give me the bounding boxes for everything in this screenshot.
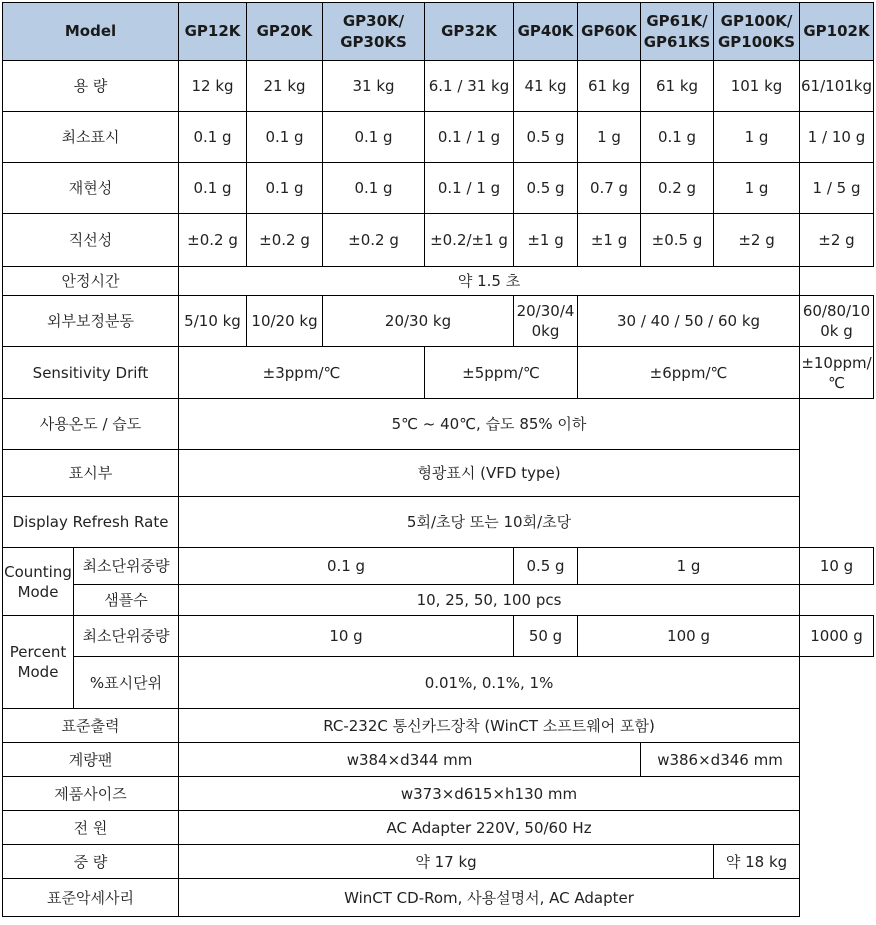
row-linearity [3,214,874,267]
cell-sensitivity-1: ±3ppm/℃ [179,347,425,399]
row-calibration [3,296,874,347]
cell-linearity-gp30k: ±0.2 g [323,214,425,267]
cell-operating: 5℃ ~ 40℃, 습도 85% 이하 [179,399,800,450]
cell-min-display-gp60k: 1 g [578,112,641,163]
cell-pan-1: w384×d344 mm [179,743,641,777]
cell-samples: 10, 25, 50, 100 pcs [179,585,800,616]
row-power [3,811,874,845]
row-size [3,777,874,811]
row-output [3,709,874,743]
row-repeatability [3,163,874,214]
header-gp30k [323,3,425,61]
cell-power: AC Adapter 220V, 50/60 Hz [179,811,800,845]
cell-linearity-gp102k: ±2 g [800,214,874,267]
row-label-capacity: 용 량 [3,61,179,112]
cell-capacity-gp61k: 61 kg [641,61,714,112]
cell-min-display-gp100k: 1 g [714,112,800,163]
cell-percent-unit-3: 100 g [578,616,800,657]
row-refresh [3,497,874,548]
cell-weight-2: 약 18 kg [714,845,800,879]
cell-sensitivity-3: ±6ppm/℃ [578,347,800,399]
cell-capacity-gp40k: 41 kg [514,61,578,112]
cell-weight-1: 약 17 kg [179,845,714,879]
header-model: Model [3,3,179,61]
cell-repeatability-gp30k: 0.1 g [323,163,425,214]
row-label-weight: 중 량 [3,845,179,879]
header-gp20k: GP20K [247,3,323,61]
header-gp61k [641,3,714,61]
cell-calibration-gp40k: 20/30/40kg [514,296,578,347]
row-label-percent: Percent Mode [3,616,74,709]
header-gp30k-line1: GP30K/ [342,11,405,30]
spec-table-container [2,2,874,917]
row-pan [3,743,874,777]
cell-linearity-gp32k: ±0.2/±1 g [425,214,514,267]
header-gp61k-line1: GP61K/ [646,11,708,30]
row-label-stabilization: 안정시간 [3,267,179,296]
cell-calibration-gp20k: 10/20 kg [247,296,323,347]
row-weight [3,845,874,879]
header-row [3,3,874,61]
row-label-counting: Counting Mode [3,548,74,616]
row-label-calibration: 외부보정분동 [3,296,179,347]
cell-calibration-gp30k-gp32k: 20/30 kg [323,296,514,347]
header-gp100k-line2: GP100KS [717,32,796,51]
row-label-sensitivity: Sensitivity Drift [3,347,179,399]
cell-min-display-gp32k: 0.1 / 1 g [425,112,514,163]
row-operating [3,399,874,450]
row-label-operating: 사용온도 / 습도 [3,399,179,450]
cell-display: 형광표시 (VFD type) [179,450,800,497]
cell-repeatability-gp102k: 1 / 5 g [800,163,874,214]
cell-repeatability-gp32k: 0.1 / 1 g [425,163,514,214]
cell-linearity-gp40k: ±1 g [514,214,578,267]
cell-percent-unit-1: 10 g [179,616,514,657]
row-counting-samples [3,585,874,616]
cell-counting-unit-4: 10 g [800,548,874,585]
cell-capacity-gp102k: 61/101kg [800,61,874,112]
row-label-percent-display: %표시단위 [74,657,179,709]
cell-linearity-gp20k: ±0.2 g [247,214,323,267]
row-label-power: 전 원 [3,811,179,845]
header-gp60k: GP60K [578,3,641,61]
row-accessories [3,879,874,917]
row-label-display: 표시부 [3,450,179,497]
row-percent-display [3,657,874,709]
cell-size: w373×d615×h130 mm [179,777,800,811]
cell-counting-unit-3: 1 g [578,548,800,585]
cell-refresh: 5회/초당 또는 10회/초당 [179,497,800,548]
row-label-pan: 계량팬 [3,743,179,777]
header-gp12k: GP12K [179,3,247,61]
cell-linearity-gp100k: ±2 g [714,214,800,267]
cell-min-display-gp12k: 0.1 g [179,112,247,163]
cell-counting-unit-2: 0.5 g [514,548,578,585]
cell-min-display-gp102k: 1 / 10 g [800,112,874,163]
cell-pan-2: w386×d346 mm [641,743,800,777]
cell-repeatability-gp61k: 0.2 g [641,163,714,214]
cell-sensitivity-4: ±10ppm/℃ [800,347,874,399]
cell-percent-unit-4: 1000 g [800,616,874,657]
header-gp100k-line1: GP100K/ [720,11,793,30]
row-label-accessories: 표준악세사리 [3,879,179,917]
cell-calibration-gp12k: 5/10 kg [179,296,247,347]
header-gp100k [714,3,800,61]
cell-counting-unit-1: 0.1 g [179,548,514,585]
cell-min-display-gp40k: 0.5 g [514,112,578,163]
header-gp61k-line2: GP61KS [643,32,711,51]
cell-calibration-gp102k: 60/80/100k g [800,296,874,347]
cell-stabilization: 약 1.5 초 [179,267,800,296]
cell-min-display-gp61k: 0.1 g [641,112,714,163]
row-label-counting-min-unit: 최소단위중량 [74,548,179,585]
cell-percent-display: 0.01%, 0.1%, 1% [179,657,800,709]
row-label-linearity: 직선성 [3,214,179,267]
row-sensitivity [3,347,874,399]
cell-accessories: WinCT CD-Rom, 사용설명서, AC Adapter [179,879,800,917]
cell-repeatability-gp20k: 0.1 g [247,163,323,214]
row-label-repeatability: 재현성 [3,163,179,214]
cell-sensitivity-2: ±5ppm/℃ [425,347,578,399]
row-percent-unit [3,616,874,657]
cell-repeatability-gp40k: 0.5 g [514,163,578,214]
header-gp40k: GP40K [514,3,578,61]
cell-capacity-gp60k: 61 kg [578,61,641,112]
row-label-refresh: Display Refresh Rate [3,497,179,548]
row-counting-unit [3,548,874,585]
cell-linearity-gp12k: ±0.2 g [179,214,247,267]
cell-output: RC-232C 통신카드장착 (WinCT 소프트웨어 포함) [179,709,800,743]
header-gp30k-line2: GP30KS [340,32,407,51]
cell-repeatability-gp100k: 1 g [714,163,800,214]
header-gp102k: GP102K [800,3,874,61]
cell-capacity-gp100k: 101 kg [714,61,800,112]
row-label-samples: 샘플수 [74,585,179,616]
cell-percent-unit-2: 50 g [514,616,578,657]
cell-repeatability-gp60k: 0.7 g [578,163,641,214]
row-label-size: 제품사이즈 [3,777,179,811]
cell-linearity-gp60k: ±1 g [578,214,641,267]
cell-min-display-gp20k: 0.1 g [247,112,323,163]
header-gp32k: GP32K [425,3,514,61]
row-label-min-display: 최소표시 [3,112,179,163]
row-stabilization [3,267,874,296]
row-label-output: 표준출력 [3,709,179,743]
row-label-percent-min-unit: 최소단위중량 [74,616,179,657]
row-min-display [3,112,874,163]
row-display [3,450,874,497]
cell-repeatability-gp12k: 0.1 g [179,163,247,214]
cell-capacity-gp30k: 31 kg [323,61,425,112]
cell-calibration-gp60k-gp100k: 30 / 40 / 50 / 60 kg [578,296,800,347]
cell-capacity-gp12k: 12 kg [179,61,247,112]
cell-capacity-gp32k: 6.1 / 31 kg [425,61,514,112]
cell-min-display-gp30k: 0.1 g [323,112,425,163]
spec-table [2,2,874,917]
cell-linearity-gp61k: ±0.5 g [641,214,714,267]
cell-capacity-gp20k: 21 kg [247,61,323,112]
row-capacity [3,61,874,112]
